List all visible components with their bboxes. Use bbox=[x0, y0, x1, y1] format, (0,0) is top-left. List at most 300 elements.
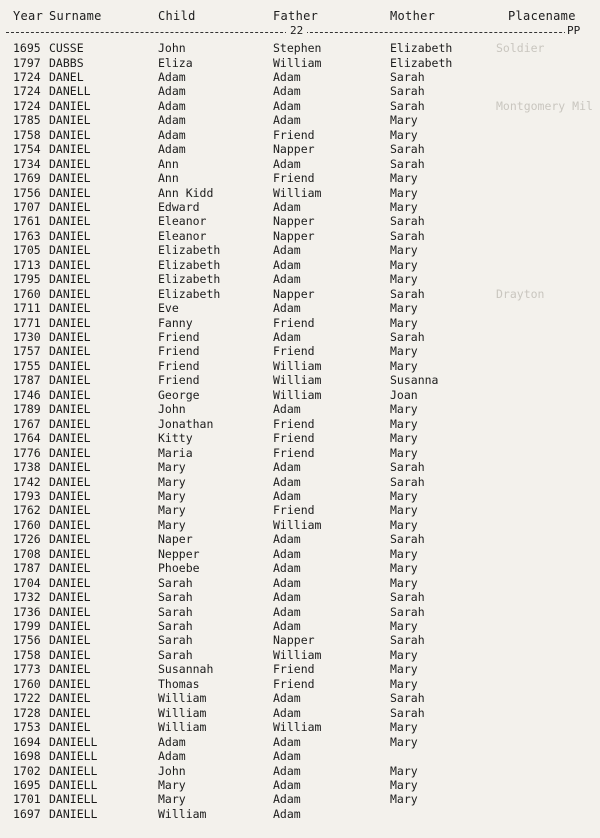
year-cell: 1695 bbox=[13, 777, 41, 792]
table-row bbox=[0, 316, 600, 330]
table-row bbox=[0, 128, 600, 142]
father-cell: Friend bbox=[273, 662, 315, 677]
year-cell: 1793 bbox=[13, 488, 41, 503]
child-cell: Eliza bbox=[158, 55, 193, 70]
surname-cell: DANIEL bbox=[49, 387, 91, 402]
child-cell: Adam bbox=[158, 734, 186, 749]
child-cell: Ann bbox=[158, 156, 179, 171]
father-cell: Adam bbox=[273, 243, 301, 258]
year-cell: 1785 bbox=[13, 113, 41, 128]
mother-cell: Mary bbox=[390, 792, 418, 807]
surname-cell: DANIEL bbox=[49, 315, 91, 330]
table-row bbox=[0, 677, 600, 691]
child-cell: Adam bbox=[158, 69, 186, 84]
mother-cell: Mary bbox=[390, 676, 418, 691]
surname-cell: DANIELL bbox=[49, 806, 98, 821]
table-row bbox=[0, 518, 600, 532]
year-cell: 1726 bbox=[13, 532, 41, 547]
child-cell: Friend bbox=[158, 373, 200, 388]
table-row bbox=[0, 648, 600, 662]
surname-cell: DANIEL bbox=[49, 460, 91, 474]
table-row bbox=[0, 272, 600, 286]
surname-cell: DANIEL bbox=[49, 488, 91, 503]
table-row bbox=[0, 142, 600, 156]
mother-cell: Sarah bbox=[390, 474, 425, 489]
surname-cell: DANIEL bbox=[49, 185, 91, 200]
father-cell: Adam bbox=[273, 749, 301, 763]
child-cell: Elizabeth bbox=[158, 272, 221, 287]
child-cell: Sarah bbox=[158, 604, 193, 619]
mother-cell: Mary bbox=[390, 488, 418, 503]
year-cell: 1762 bbox=[13, 503, 41, 518]
table-row bbox=[0, 417, 600, 431]
year-cell: 1708 bbox=[13, 546, 41, 561]
father-cell: Napper bbox=[273, 228, 315, 243]
year-cell: 1799 bbox=[13, 619, 41, 633]
year-cell: 1764 bbox=[13, 431, 41, 446]
mother-cell: Elizabeth bbox=[390, 55, 453, 70]
table-row bbox=[0, 388, 600, 402]
mother-cell: Sarah bbox=[390, 142, 425, 157]
father-cell: Adam bbox=[273, 691, 301, 706]
surname-cell: DANIELL bbox=[49, 749, 98, 763]
year-cell: 1787 bbox=[13, 561, 41, 576]
father-cell: Adam bbox=[273, 402, 301, 417]
page-number: 22 bbox=[286, 24, 307, 37]
father-cell: William bbox=[273, 55, 322, 70]
father-cell: Adam bbox=[273, 532, 301, 547]
mother-cell: Sarah bbox=[390, 69, 425, 84]
surname-cell: DANIEL bbox=[49, 344, 91, 359]
table-row bbox=[0, 200, 600, 214]
child-cell: Nepper bbox=[158, 546, 200, 561]
surname-cell: DANEL bbox=[49, 69, 84, 84]
table-row bbox=[0, 171, 600, 185]
mother-cell: Sarah bbox=[390, 214, 425, 229]
child-cell: Mary bbox=[158, 488, 186, 503]
father-cell: Friend bbox=[273, 676, 315, 691]
year-cell: 1724 bbox=[13, 84, 41, 99]
table-row bbox=[0, 359, 600, 373]
child-cell: Phoebe bbox=[158, 561, 200, 576]
mother-cell: Sarah bbox=[390, 228, 425, 243]
mother-cell: Mary bbox=[390, 619, 418, 633]
table-row bbox=[0, 633, 600, 647]
year-cell: 1730 bbox=[13, 330, 41, 344]
surname-cell: DANIEL bbox=[49, 546, 91, 561]
father-cell: Friend bbox=[273, 344, 315, 359]
table-row bbox=[0, 214, 600, 228]
table-row bbox=[0, 547, 600, 561]
surname-cell: DANIEL bbox=[49, 142, 91, 157]
table-row bbox=[0, 41, 600, 55]
year-cell: 1738 bbox=[13, 460, 41, 474]
year-cell: 1767 bbox=[13, 416, 41, 431]
father-cell: Adam bbox=[273, 113, 301, 128]
table-row bbox=[0, 503, 600, 517]
year-cell: 1795 bbox=[13, 272, 41, 287]
mother-cell: Mary bbox=[390, 546, 418, 561]
child-cell: Fanny bbox=[158, 315, 193, 330]
table-row bbox=[0, 576, 600, 590]
father-cell: Adam bbox=[273, 590, 301, 605]
surname-cell: DANIEL bbox=[49, 113, 91, 128]
child-cell: Adam bbox=[158, 142, 186, 157]
surname-cell: DANIEL bbox=[49, 416, 91, 431]
child-cell: Ann Kidd bbox=[158, 185, 214, 200]
table-row bbox=[0, 229, 600, 243]
father-cell: Adam bbox=[273, 777, 301, 792]
year-cell: 1742 bbox=[13, 474, 41, 489]
father-cell: Adam bbox=[273, 604, 301, 619]
child-cell: Elizabeth bbox=[158, 243, 221, 258]
mother-cell: Mary bbox=[390, 517, 418, 532]
surname-cell: DANIEL bbox=[49, 503, 91, 518]
surname-cell: DANIEL bbox=[49, 474, 91, 489]
mother-cell: Mary bbox=[390, 344, 418, 359]
surname-cell: DANIEL bbox=[49, 257, 91, 272]
child-cell: William bbox=[158, 806, 207, 821]
child-cell: Mary bbox=[158, 777, 186, 792]
father-cell: Adam bbox=[273, 84, 301, 99]
surname-cell: DANIEL bbox=[49, 272, 91, 287]
surname-cell: DANIEL bbox=[49, 662, 91, 677]
placename-cell: Montgomery Mil bbox=[496, 98, 593, 113]
mother-cell: Mary bbox=[390, 358, 418, 373]
surname-cell: DANIEL bbox=[49, 358, 91, 373]
child-cell: Adam bbox=[158, 84, 186, 99]
year-cell: 1694 bbox=[13, 734, 41, 749]
child-cell: Sarah bbox=[158, 590, 193, 605]
mother-cell: Sarah bbox=[390, 84, 425, 99]
table-row bbox=[0, 431, 600, 445]
father-cell: William bbox=[273, 387, 322, 402]
surname-cell: DANIEL bbox=[49, 214, 91, 229]
father-cell: Friend bbox=[273, 503, 315, 518]
father-cell: Napper bbox=[273, 286, 315, 301]
year-cell: 1754 bbox=[13, 142, 41, 157]
father-cell: William bbox=[273, 358, 322, 373]
year-cell: 1702 bbox=[13, 763, 41, 778]
mother-cell: Mary bbox=[390, 561, 418, 576]
table-row bbox=[0, 561, 600, 575]
mother-cell: Mary bbox=[390, 777, 418, 792]
year-cell: 1756 bbox=[13, 633, 41, 648]
table-row bbox=[0, 662, 600, 676]
table-row bbox=[0, 258, 600, 272]
surname-cell: DANIEL bbox=[49, 199, 91, 214]
child-cell: Thomas bbox=[158, 676, 200, 691]
mother-cell: Mary bbox=[390, 127, 418, 142]
table-row bbox=[0, 605, 600, 619]
child-cell: Friend bbox=[158, 358, 200, 373]
table-row bbox=[0, 735, 600, 749]
mother-cell: Elizabeth bbox=[390, 41, 453, 55]
father-cell: William bbox=[273, 517, 322, 532]
table-row bbox=[0, 619, 600, 633]
father-cell: William bbox=[273, 373, 322, 388]
table-row bbox=[0, 157, 600, 171]
year-cell: 1707 bbox=[13, 199, 41, 214]
table-row bbox=[0, 460, 600, 474]
surname-cell: DANIEL bbox=[49, 647, 91, 662]
table-row bbox=[0, 691, 600, 705]
child-cell: Friend bbox=[158, 344, 200, 359]
father-cell: Adam bbox=[273, 806, 301, 821]
mother-cell: Mary bbox=[390, 763, 418, 778]
table-row bbox=[0, 590, 600, 604]
child-cell: Susannah bbox=[158, 662, 214, 677]
year-cell: 1769 bbox=[13, 171, 41, 185]
placename-cell: Drayton bbox=[496, 286, 545, 301]
mother-cell: Mary bbox=[390, 315, 418, 330]
father-cell: Friend bbox=[273, 171, 315, 185]
mother-cell: Mary bbox=[390, 431, 418, 446]
child-cell: Mary bbox=[158, 460, 186, 474]
child-cell: Adam bbox=[158, 113, 186, 128]
father-cell: Adam bbox=[273, 619, 301, 633]
mother-cell: Joan bbox=[390, 387, 418, 402]
father-cell: Adam bbox=[273, 705, 301, 720]
year-cell: 1755 bbox=[13, 358, 41, 373]
child-cell: Kitty bbox=[158, 431, 193, 446]
table-row bbox=[0, 807, 600, 821]
father-cell: Adam bbox=[273, 460, 301, 474]
mother-cell: Mary bbox=[390, 185, 418, 200]
year-cell: 1761 bbox=[13, 214, 41, 229]
father-cell: William bbox=[273, 720, 322, 735]
surname-cell: DANIEL bbox=[49, 330, 91, 344]
child-cell: Sarah bbox=[158, 575, 193, 590]
year-cell: 1753 bbox=[13, 720, 41, 735]
table-row bbox=[0, 330, 600, 344]
year-cell: 1704 bbox=[13, 575, 41, 590]
table-row bbox=[0, 446, 600, 460]
header-mother: Mother bbox=[390, 9, 436, 23]
header-placename: Placename bbox=[508, 9, 576, 23]
year-cell: 1695 bbox=[13, 41, 41, 55]
child-cell: John bbox=[158, 402, 186, 417]
surname-cell: DANIEL bbox=[49, 517, 91, 532]
child-cell: Jonathan bbox=[158, 416, 214, 431]
placename-cell: Soldier bbox=[496, 41, 545, 55]
father-cell: Adam bbox=[273, 272, 301, 287]
year-cell: 1711 bbox=[13, 301, 41, 316]
child-cell: John bbox=[158, 763, 186, 778]
surname-cell: DANIEL bbox=[49, 286, 91, 301]
year-cell: 1797 bbox=[13, 55, 41, 70]
surname-cell: DANIEL bbox=[49, 301, 91, 316]
mother-cell: Sarah bbox=[390, 691, 425, 706]
mother-cell: Mary bbox=[390, 402, 418, 417]
mother-cell: Mary bbox=[390, 445, 418, 460]
year-cell: 1771 bbox=[13, 315, 41, 330]
child-cell: Adam bbox=[158, 749, 186, 763]
father-cell: Friend bbox=[273, 315, 315, 330]
mother-cell: Sarah bbox=[390, 286, 425, 301]
table-row bbox=[0, 84, 600, 98]
year-cell: 1698 bbox=[13, 749, 41, 763]
header-child: Child bbox=[158, 9, 196, 23]
child-cell: John bbox=[158, 41, 186, 55]
child-cell: Sarah bbox=[158, 619, 193, 633]
child-cell: Adam bbox=[158, 98, 186, 113]
child-cell: Eleanor bbox=[158, 228, 207, 243]
year-cell: 1728 bbox=[13, 705, 41, 720]
surname-cell: DANELL bbox=[49, 84, 91, 99]
surname-cell: DANIEL bbox=[49, 705, 91, 720]
surname-cell: DABBS bbox=[49, 55, 84, 70]
father-cell: Adam bbox=[273, 734, 301, 749]
surname-cell: DANIEL bbox=[49, 691, 91, 706]
year-cell: 1760 bbox=[13, 676, 41, 691]
year-cell: 1787 bbox=[13, 373, 41, 388]
child-cell: Maria bbox=[158, 445, 193, 460]
father-cell: Adam bbox=[273, 301, 301, 316]
child-cell: Mary bbox=[158, 503, 186, 518]
mother-cell: Mary bbox=[390, 503, 418, 518]
mother-cell: Sarah bbox=[390, 330, 425, 344]
year-cell: 1776 bbox=[13, 445, 41, 460]
mother-cell: Susanna bbox=[390, 373, 439, 388]
year-cell: 1724 bbox=[13, 98, 41, 113]
surname-cell: DANIELL bbox=[49, 792, 98, 807]
table-row bbox=[0, 720, 600, 734]
year-cell: 1732 bbox=[13, 590, 41, 605]
year-cell: 1746 bbox=[13, 387, 41, 402]
mother-cell: Mary bbox=[390, 257, 418, 272]
father-cell: Adam bbox=[273, 488, 301, 503]
child-cell: Edward bbox=[158, 199, 200, 214]
surname-cell: DANIEL bbox=[49, 402, 91, 417]
year-cell: 1736 bbox=[13, 604, 41, 619]
table-row bbox=[0, 792, 600, 806]
table-row bbox=[0, 70, 600, 84]
child-cell: Mary bbox=[158, 474, 186, 489]
surname-cell: DANIEL bbox=[49, 171, 91, 185]
mother-cell: Sarah bbox=[390, 633, 425, 648]
child-cell: Ann bbox=[158, 171, 179, 185]
table-row bbox=[0, 99, 600, 113]
mother-cell: Mary bbox=[390, 647, 418, 662]
surname-cell: DANIEL bbox=[49, 156, 91, 171]
child-cell: Friend bbox=[158, 330, 200, 344]
surname-cell: DANIEL bbox=[49, 633, 91, 648]
table-row bbox=[0, 344, 600, 358]
father-cell: Napper bbox=[273, 214, 315, 229]
father-cell: Adam bbox=[273, 546, 301, 561]
child-cell: William bbox=[158, 705, 207, 720]
mother-cell: Mary bbox=[390, 243, 418, 258]
year-cell: 1724 bbox=[13, 69, 41, 84]
table-row bbox=[0, 287, 600, 301]
surname-cell: DANIEL bbox=[49, 445, 91, 460]
table-row bbox=[0, 778, 600, 792]
year-cell: 1789 bbox=[13, 402, 41, 417]
surname-cell: DANIEL bbox=[49, 431, 91, 446]
surname-cell: DANIELL bbox=[49, 777, 98, 792]
father-cell: Stephen bbox=[273, 41, 322, 55]
child-cell: Mary bbox=[158, 792, 186, 807]
surname-cell: DANIEL bbox=[49, 676, 91, 691]
father-cell: Adam bbox=[273, 561, 301, 576]
mother-cell: Sarah bbox=[390, 156, 425, 171]
header-year: Year bbox=[13, 9, 44, 23]
mother-cell: Sarah bbox=[390, 604, 425, 619]
surname-cell: DANIEL bbox=[49, 228, 91, 243]
father-cell: Adam bbox=[273, 98, 301, 113]
surname-cell: DANIEL bbox=[49, 590, 91, 605]
surname-cell: DANIEL bbox=[49, 243, 91, 258]
table-row bbox=[0, 373, 600, 387]
header-surname: Surname bbox=[49, 9, 102, 23]
year-cell: 1705 bbox=[13, 243, 41, 258]
child-cell: Elizabeth bbox=[158, 257, 221, 272]
table-row bbox=[0, 402, 600, 416]
mother-cell: Sarah bbox=[390, 460, 425, 474]
surname-cell: DANIELL bbox=[49, 763, 98, 778]
table-row bbox=[0, 489, 600, 503]
year-cell: 1734 bbox=[13, 156, 41, 171]
child-cell: Mary bbox=[158, 517, 186, 532]
year-cell: 1758 bbox=[13, 127, 41, 142]
mother-cell: Mary bbox=[390, 171, 418, 185]
table-row bbox=[0, 475, 600, 489]
year-cell: 1757 bbox=[13, 344, 41, 359]
mother-cell: Sarah bbox=[390, 705, 425, 720]
year-cell: 1713 bbox=[13, 257, 41, 272]
header-father: Father bbox=[273, 9, 319, 23]
table-row bbox=[0, 532, 600, 546]
table-row bbox=[0, 749, 600, 763]
table-row bbox=[0, 764, 600, 778]
child-cell: George bbox=[158, 387, 200, 402]
year-cell: 1763 bbox=[13, 228, 41, 243]
mother-cell: Mary bbox=[390, 662, 418, 677]
surname-cell: DANIEL bbox=[49, 373, 91, 388]
mother-cell: Mary bbox=[390, 720, 418, 735]
father-cell: Friend bbox=[273, 127, 315, 142]
year-cell: 1756 bbox=[13, 185, 41, 200]
father-cell: Adam bbox=[273, 575, 301, 590]
mother-cell: Sarah bbox=[390, 590, 425, 605]
mother-cell: Sarah bbox=[390, 532, 425, 547]
year-cell: 1758 bbox=[13, 647, 41, 662]
child-cell: Sarah bbox=[158, 647, 193, 662]
surname-cell: DANIEL bbox=[49, 575, 91, 590]
child-cell: Adam bbox=[158, 127, 186, 142]
page-code: PP bbox=[567, 24, 581, 37]
mother-cell: Mary bbox=[390, 113, 418, 128]
father-cell: Friend bbox=[273, 445, 315, 460]
surname-cell: DANIEL bbox=[49, 127, 91, 142]
child-cell: Elizabeth bbox=[158, 286, 221, 301]
year-cell: 1773 bbox=[13, 662, 41, 677]
year-cell: 1697 bbox=[13, 806, 41, 821]
mother-cell: Mary bbox=[390, 734, 418, 749]
table-row bbox=[0, 186, 600, 200]
father-cell: Adam bbox=[273, 199, 301, 214]
year-cell: 1760 bbox=[13, 286, 41, 301]
year-cell: 1701 bbox=[13, 792, 41, 807]
year-cell: 1722 bbox=[13, 691, 41, 706]
father-cell: Napper bbox=[273, 142, 315, 157]
child-cell: William bbox=[158, 720, 207, 735]
father-cell: Adam bbox=[273, 763, 301, 778]
child-cell: William bbox=[158, 691, 207, 706]
father-cell: Napper bbox=[273, 633, 315, 648]
year-cell: 1760 bbox=[13, 517, 41, 532]
